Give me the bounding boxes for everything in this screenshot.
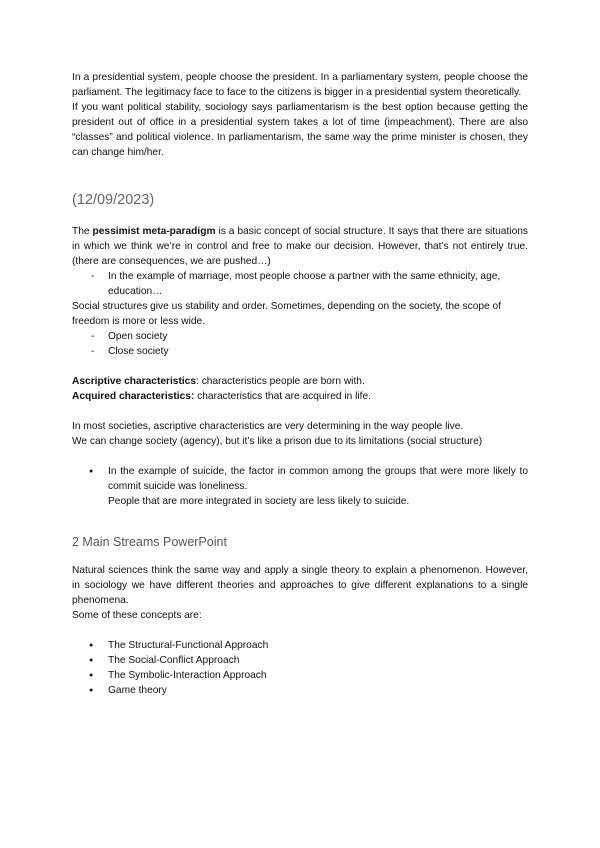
streams-paragraph: Natural sciences think the same way and apply a single theory to explain a phenomenon. However, in sociology we have different theories and approaches to give different explanations to a single phenomena.: [72, 565, 528, 606]
intro-paragraph-1: In a presidential system, people choose the president. In a parliamentary system, people choose the parliament. The legitimacy face to face to the citizens is bigger in a presidential system theoretically.: [72, 72, 528, 98]
list-item: - Close society: [72, 344, 528, 359]
list-item: ● The Symbolic-Interaction Approach: [72, 668, 528, 683]
society-types-list: [72, 329, 528, 359]
list-item: - Open society: [72, 329, 528, 344]
suicide-bullet-list: [72, 464, 528, 509]
acquired-text: characteristics that are acquired in life.: [194, 391, 371, 402]
list-item: ● Game theory: [72, 683, 528, 698]
intro-paragraph-2: If you want political stability, sociology says parliamentarism is the best option because getting the president out of office in a presidential system takes a lot of time (impeachment). There are also “classes” and political violence. In parliamentarism, the same way the prime minister is chosen, they can change him/her.: [72, 102, 528, 158]
approaches-list: [72, 638, 528, 698]
pessimist-term: pessimist meta-paradigm: [92, 226, 216, 237]
marriage-example-list: [72, 269, 528, 299]
list-item: ● The Social-Conflict Approach: [72, 653, 528, 668]
social-structures-paragraph: Social structures give us stability and order. Sometimes, depending on the society, the scope of freedom is more or less wide.: [72, 301, 502, 327]
streams-intro-line: Some of these concepts are:: [72, 610, 202, 621]
suicide-text: In the example of suicide, the factor in common among the groups that were more likely to commit suicide was loneliness.: [108, 466, 528, 492]
ascriptive-text: : characteristics people are born with.: [196, 376, 365, 387]
date-heading: (12/09/2023): [72, 192, 155, 208]
list-item: ● The Structural-Functional Approach: [72, 638, 528, 653]
societies-line-2: We can change society (agency), but it’s like a prison due to its limitations (social structure): [72, 436, 483, 447]
document-page: [72, 70, 528, 698]
acquired-label: Acquired characteristics:: [72, 391, 195, 402]
pessimist-pre: The: [72, 226, 93, 237]
ascriptive-label: Ascriptive characteristics: [72, 376, 197, 387]
pessimist-paragraph: [72, 224, 528, 269]
societies-line-1: In most societies, ascriptive characteristics are very determining in the way people live.: [72, 421, 464, 432]
section-heading: 2 Main Streams PowerPoint: [72, 535, 227, 549]
acquired-line: [72, 389, 528, 404]
list-item: - In the example of marriage, most people choose a partner with the same ethnicity, age, education…: [72, 269, 528, 299]
list-item: [72, 464, 528, 509]
ascriptive-line: [72, 374, 528, 389]
suicide-subtext: People that are more integrated in society are less likely to suicide.: [108, 496, 410, 507]
pessimist-post: is a basic concept of social structure. It says that there are situations in which we think we’re in control and free to make our decision. However, that’s not entirely true. (there are consequences, we are pushed…): [72, 226, 528, 267]
